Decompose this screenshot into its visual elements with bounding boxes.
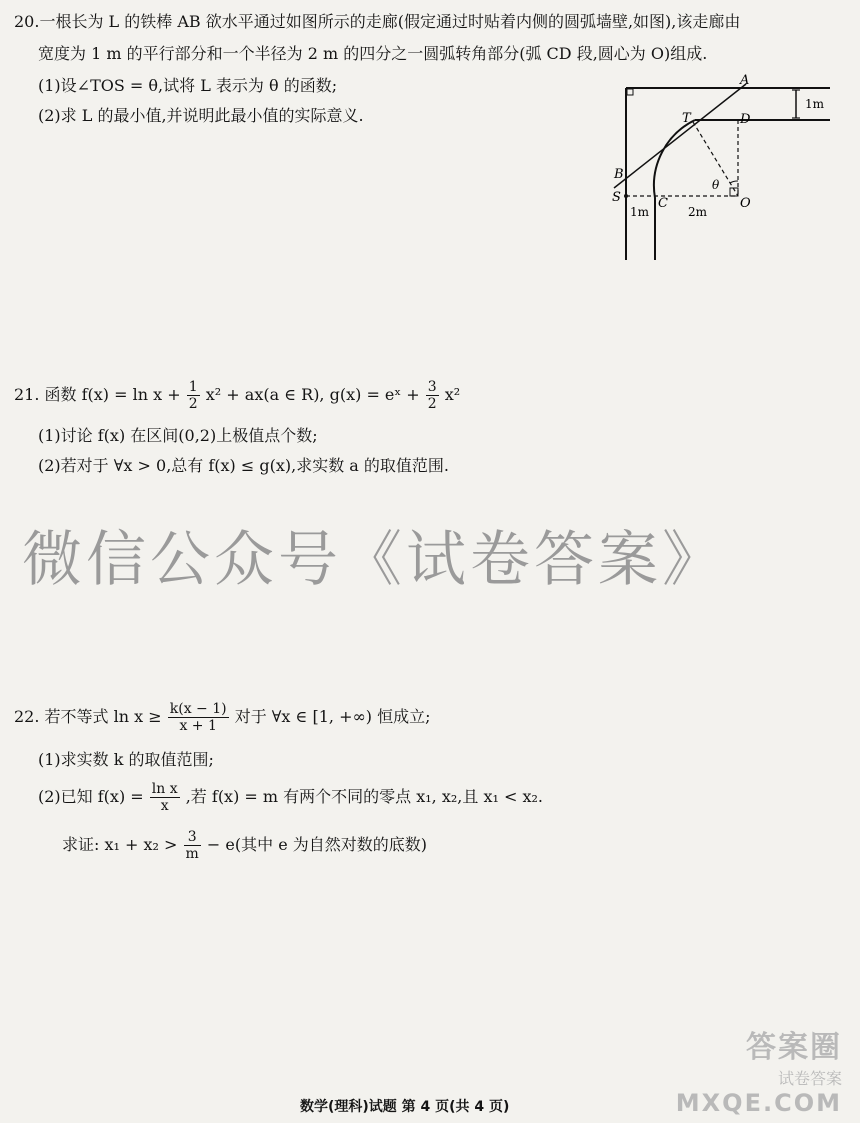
label-width-top: 1m [805, 97, 825, 111]
q22-part1: (1)求实数 k 的取值范围; [38, 750, 214, 769]
q22-stem-pre: 22. 若不等式 ln x ≥ [14, 707, 162, 726]
frac-num: 3 [184, 829, 201, 846]
q22-stem-post: 对于 ∀x ∈ [1, +∞) 恒成立; [234, 707, 431, 726]
q22-proof-pre: 求证: x₁ + x₂ > [62, 835, 178, 854]
frac-den: 2 [188, 396, 198, 412]
q21-part1: (1)讨论 f(x) 在区间(0,2)上极值点个数; [38, 426, 318, 445]
label-width-left: 1m [630, 205, 650, 219]
q22-part2-pre: (2)已知 f(x) = [38, 787, 144, 806]
frac-num: k(x − 1) [169, 701, 227, 717]
frac-den: x + 1 [179, 718, 217, 734]
theta-arc [730, 181, 738, 183]
q20-stem-line2: 宽度为 1 m 的平行部分和一个半径为 2 m 的四分之一圆弧转角部分(弧 CD 段,圆心为 O)组成. [38, 44, 708, 63]
label-o: O [740, 196, 751, 211]
label-a: A [740, 73, 750, 88]
label-radius: 2m [688, 205, 708, 219]
label-t: T [682, 111, 691, 126]
label-b: B [614, 167, 624, 182]
q21-stem [14, 376, 460, 414]
rod-ab [614, 84, 746, 188]
q21-part2: (2)若对于 ∀x > 0,总有 f(x) ≤ g(x),求实数 a 的取值范围. [38, 456, 450, 475]
q21-stem-mid: x² + ax(a ∈ R), g(x) = eˣ + [205, 385, 420, 404]
q22-stem [14, 698, 431, 736]
frac-num: 1 [188, 379, 198, 395]
label-s: S [612, 190, 621, 205]
q20-part2: (2)求 L 的最小值,并说明此最小值的实际意义. [38, 106, 364, 125]
label-theta: θ [712, 178, 720, 192]
fraction-one-half [187, 379, 200, 412]
frac-den: m [185, 846, 199, 862]
right-angle-mark [627, 89, 633, 95]
q22-proof [62, 826, 427, 864]
frac-den: 2 [427, 396, 437, 412]
corner-watermark-url: MXQE.COM [675, 1089, 842, 1117]
label-d: D [740, 112, 751, 127]
q20-part1: (1)设∠TOS = θ,试将 L 表示为 θ 的函数; [38, 76, 338, 95]
q21-stem-post: x² [444, 385, 461, 404]
q21-stem-pre: 21. 函数 f(x) = ln x + [14, 385, 181, 404]
fraction-three-halves [426, 379, 439, 412]
page-footer: 数学(理科)试题 第 4 页(共 4 页) [300, 1099, 510, 1115]
corridor-figure [600, 70, 840, 265]
frac-num: ln x [151, 781, 178, 797]
corner-watermark [676, 1022, 842, 1117]
watermark-text: 微信公众号《试卷答案》 [22, 525, 726, 595]
label-c: C [658, 196, 668, 211]
point-s [624, 194, 628, 198]
q22-proof-post: − e(其中 e 为自然对数的底数) [206, 835, 427, 854]
corner-watermark-sub: 试卷答案 [777, 1069, 842, 1088]
fraction-k [168, 701, 229, 734]
fraction-lnx-x [150, 781, 180, 814]
fraction-3-m [184, 829, 201, 862]
q22-part2-post: ,若 f(x) = m 有两个不同的零点 x₁, x₂,且 x₁ < x₂. [185, 787, 544, 806]
q22-part2 [38, 778, 543, 816]
frac-num: 3 [427, 379, 437, 395]
corner-watermark-title: 答案圈 [746, 1030, 842, 1065]
frac-den: x [160, 798, 169, 814]
q20-stem-line1: 20.一根长为 L 的铁棒 AB 欲水平通过如图所示的走廊(假定通过时贴着内侧的圆弧墙壁,如图),该走廊由 [14, 12, 741, 31]
